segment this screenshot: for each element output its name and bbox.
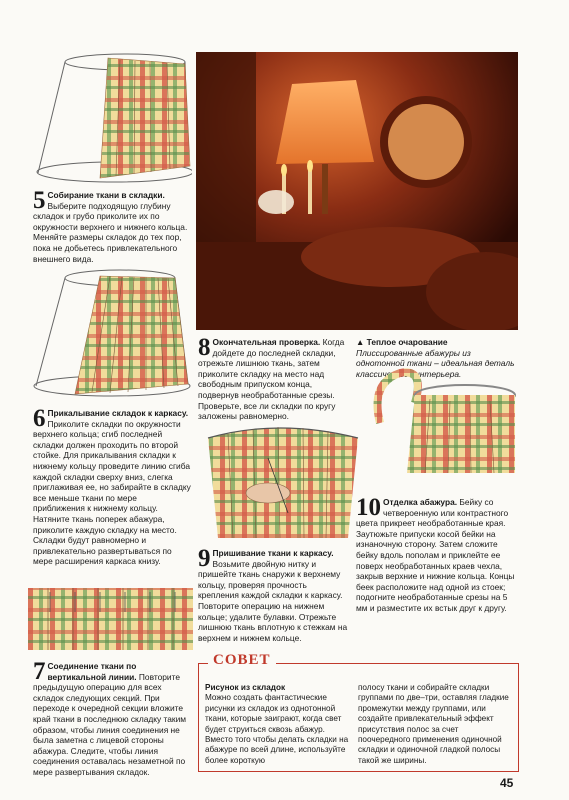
- tip-header: СОВЕТ: [208, 652, 276, 669]
- step-8-text: Когда дойдете до последней складки, отрежьте лишнюю ткань, затем приколите складку на место над свободным припуском конца, подвернув необработанные срезы. Проверьте, все ли складки по кругу заложены равномерно.: [198, 337, 345, 422]
- binding-tape-illustration: [355, 363, 519, 493]
- step-5-number: 5: [33, 187, 46, 214]
- caption-marker: ▲: [356, 337, 365, 347]
- step-6-text: Приколите складки по окружности верхнего кольца; сгиб последней складки должен проходить по второй стойке. Для прикалывания складки к нижнему кольцу проведите линию сгиба каждой складки сверху вниз, слегка приглаживая ее, но забирайте в складку все меньше ткани по мере приближения к нижнему кольцу. Натяните ткань поперек абажура, приколите каждую складку на место. Складки будут равномерно и привлекательно развертываться по мере расширения каркаса книзу.: [33, 418, 191, 567]
- tip-column-2: [358, 683, 511, 766]
- step-6-number: 6: [33, 405, 46, 432]
- caption-text: Плиссированные абажуры из однотонной ткани – идеальная деталь классического интерьера.: [356, 347, 515, 379]
- fabric-joint-illustration: [28, 580, 193, 658]
- lampshade-frame-illustration-1: [30, 48, 192, 188]
- step-10-title: Отделка абажура.: [383, 497, 458, 507]
- step-6-title: Прикалывание складок к каркасу.: [47, 408, 189, 418]
- lamp-photo: [196, 52, 518, 330]
- step-8-number: 8: [198, 334, 211, 361]
- tip-column-1: [205, 683, 350, 766]
- step-5-title: Собирание ткани в складки.: [47, 190, 165, 200]
- step-9-text: Возьмите двойную нитку и пришейте ткань снаружи к верхнему кольцу, проверяя прочность крепления каждой складки к каркасу. Повторите операцию на нижнем кольце; удалите булавки. Отрежьте лишнюю ткань вплотную к стежкам на верхнем и нижнем кольце.: [198, 558, 348, 643]
- step-10-number: 10: [356, 494, 381, 521]
- step-7-text: Повторите предыдущую операцию для всех складок следующих секций. При переходе к очередной секции вложите край ткани в последнюю складку таким образом, чтобы линия соединения не была заметна с лицевой стороны абажура. Следите, чтобы линия соединения оставалась незаметной по мере развертывания складок.: [33, 671, 187, 777]
- step-8-title: Окончательная проверка.: [212, 337, 321, 347]
- step-9-number: 9: [198, 545, 211, 572]
- step-5: [33, 187, 191, 264]
- lampshade-frame-illustration-2: [30, 262, 192, 402]
- step-10-text: Бейку со четвероенную или контрастного цвета прикреет необработанные края. Заутюжьте припуски косой бейки на изнаночную сторону. Затем сложите бейку вдоль пополам и приклейте ее поверх необработанных краев чехла, закрыв верхние и нижние кольца. Концы беек расположите над одной из стоек; подогните необработанные срезы на 5 мм и разместите их встык друг к другу.: [356, 497, 515, 613]
- step-9-title: Пришивание ткани к каркасу.: [212, 548, 334, 558]
- page-number: 45: [500, 776, 514, 790]
- step-8: [198, 334, 348, 422]
- step-7: [33, 658, 191, 778]
- caption-title: Теплое очарование: [366, 337, 448, 347]
- tip-text-1: Можно создать фантастические рисунки из складок из однотонной ткани, которые заиграют, когда свет будет струиться сквозь абажур. Вместо того чтобы делать складки на абажуре по всей длине, используйте более короткую: [205, 693, 349, 765]
- tip-text-2: полосу ткани и собирайте складки группами по две–три, оставляя гладкие промежутки между группами, или создайте привлекательный эффект присутствия полос за счет поочередного применения одиночной складки и одиночной гладкой полосы такой же ширины.: [358, 683, 509, 765]
- sewing-illustration: [198, 418, 363, 543]
- step-7-title: Соединение ткани по вертикальной линии.: [47, 661, 137, 682]
- step-6: [33, 405, 191, 567]
- tip-title: Рисунок из складок: [205, 683, 286, 692]
- step-10: [356, 494, 518, 614]
- step-5-text: Выберите подходящую глубину складок и грубо приколите их по окружности верхнего и нижнего кольца. Меняйте размеры складок до тех пор, пока не добьетесь привлекательного внешнего вида.: [33, 200, 188, 264]
- step-7-number: 7: [33, 658, 46, 685]
- step-9: [198, 545, 348, 643]
